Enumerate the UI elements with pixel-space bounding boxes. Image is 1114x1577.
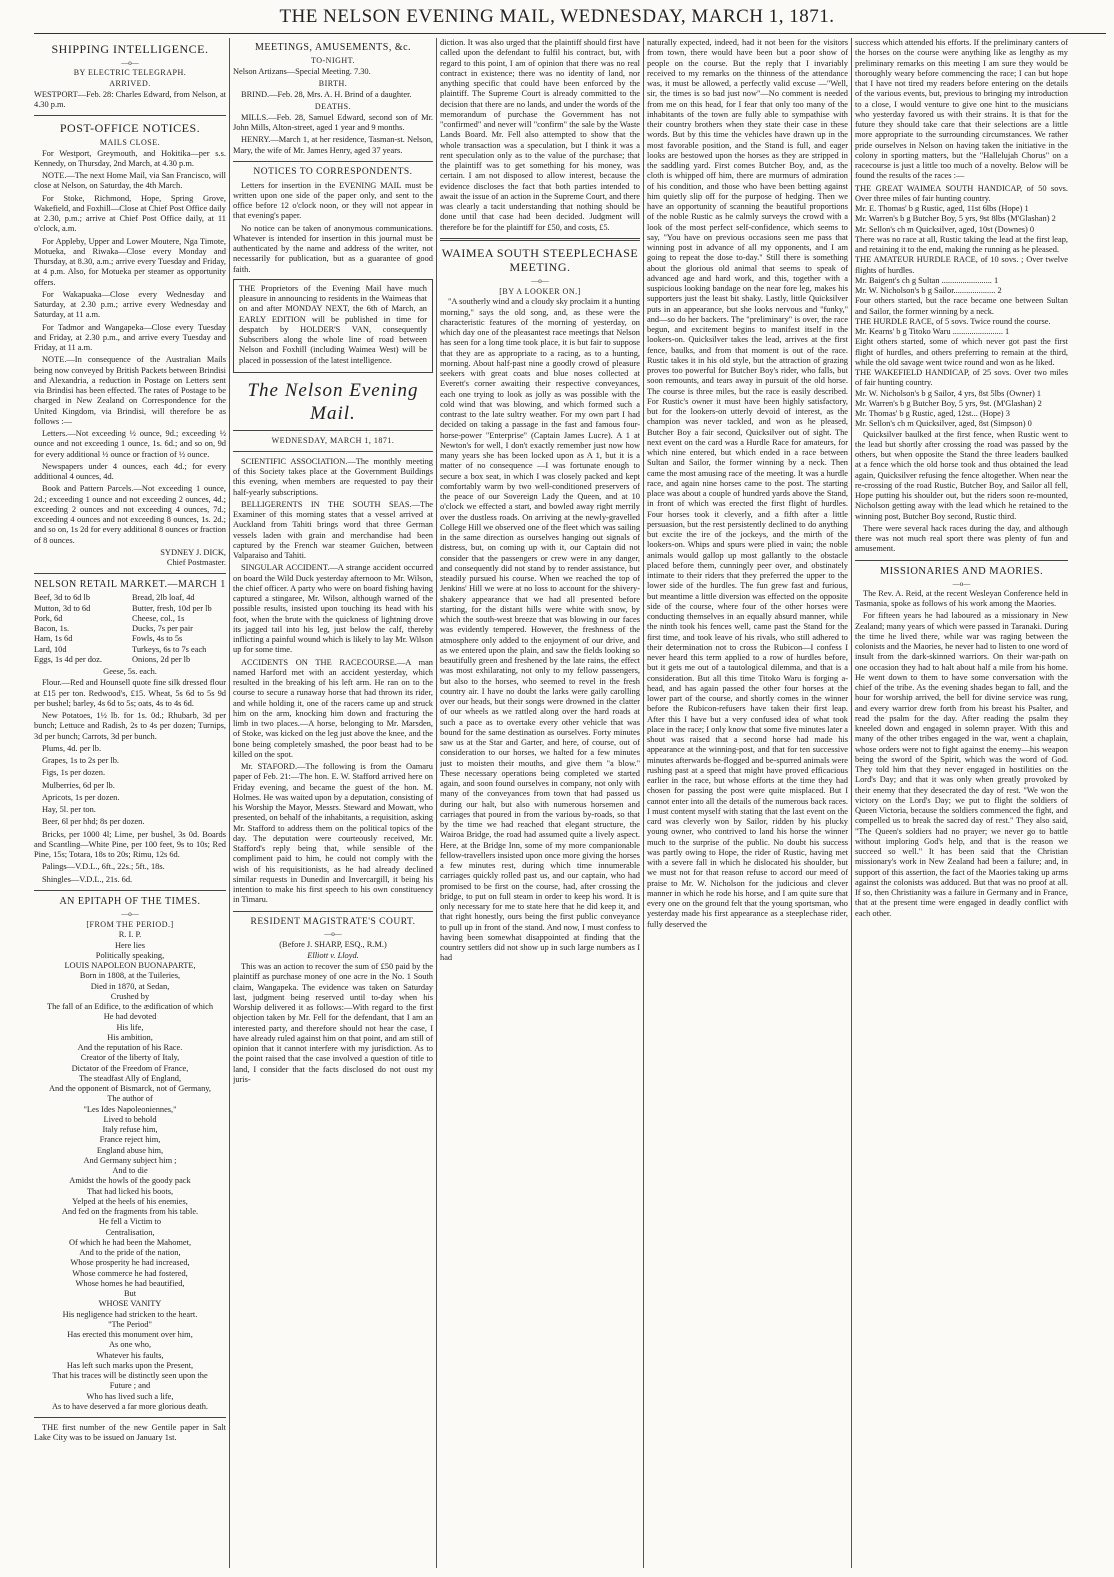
- market-note: Shingles—V.D.L., 21s. 6d.: [42, 874, 133, 884]
- news-paragraph: Mr. STAFORD.—The following is from the Oamaru paper of Feb. 21:—The hon. E. W. Stafford arrived here on Friday evening, and became the guest of the hon. M. Holmes. He was waited upon by a deputation, consisting of his Worship the Mayor, Messrs. Steward and Mowatt, who presented, on behalf of the inhabitants, a requisition, asking Mr. Stafford to address them on the political topics of the day. The deputation were courteously received, Mr. Stafford's reply being that, while sensible of the compliment paid to him, he could not comply with the wish of his requisitionists, as he had already declined similar requests in Dunedin and Invercargill, it being his intention to make his first speech to his own constituency in Timaru.: [233, 762, 433, 905]
- masthead: THE NELSON EVENING MAIL, WEDNESDAY, MARCH 1, 1871.: [279, 6, 835, 27]
- epitaph-line: His life,: [116, 1022, 144, 1032]
- arrival-text: WESTPORT—Feb. 28: Charles Edward, from Nelson, at 4.30 p.m.: [34, 89, 226, 109]
- epitaph-line: And the reputation of his Race.: [77, 1043, 183, 1053]
- missionaries-heading: MISSIONARIES AND MAORIES.: [879, 565, 1044, 577]
- rule: [440, 238, 640, 241]
- market-item: Beef, 3d to 6d lb: [34, 593, 91, 603]
- shipping-heading: SHIPPING INTELLIGENCE.: [51, 42, 209, 56]
- court-before: (Before J. SHARP, ESQ., R.M.): [279, 939, 387, 949]
- epitaph-line: But: [123, 1289, 137, 1299]
- epitaph-lines: [34, 930, 226, 1412]
- race-result-line: Mr. E. Thomas' b g Rustic, aged, 11st 6lbs (Hope) 1: [855, 204, 1029, 213]
- epitaph-line: As one who,: [108, 1340, 152, 1350]
- epitaph-line: Has erected this monument over him,: [67, 1330, 193, 1340]
- rule: [855, 560, 1068, 561]
- epitaph-line: LOUIS NAPOLEON BUONAPARTE,: [64, 961, 196, 971]
- race-summary: There were several hack races during the day, and although there was not much real sport there was plenty of fun and amusement.: [855, 523, 1068, 554]
- looker-on: [BY A LOOKER ON.]: [499, 286, 581, 296]
- market-item: Eggs, 1s 4d per doz.: [34, 654, 102, 664]
- epitaph-line: He had devoted: [103, 1012, 157, 1022]
- race-result-line: THE GREAT WAIMEA SOUTH HANDICAP, of 50 sovs. Over three miles of fair hunting country.: [855, 183, 1068, 203]
- mail-notice: For Westport, Greymouth, and Hokitika—per s.s. Kennedy, on Thursday, 2nd March, at 4.30 p.m.: [34, 148, 226, 168]
- court-heading: RESIDENT MAGISTRATE'S COURT.: [250, 916, 416, 927]
- race-result-line: There was no race at all, Rustic taking the lead at the first leap, and retaining it to the end, making the running as he pleased.: [855, 234, 1068, 254]
- letters-rate: Letters.—Not exceeding ½ ounce, 9d.; exceeding ½ ounce and not exceeding 1 ounce, 1s. 6d.; and so on, 9d for every additional ½ ounce or fraction of ½ ounce.: [34, 429, 226, 459]
- race-result-line: Eight others started, some of which never got past the first flight of hurdles, and others preferring to remain at the third, while the old savage went twice round and won as he liked.: [855, 337, 1068, 367]
- market-note: Hay, 5l. per ton.: [42, 805, 96, 815]
- market-item: Pork, 6d: [34, 613, 63, 623]
- death-notice: MILLS.—Feb. 28, Samuel Edward, second son of Mr. John Mills, Alton-street, aged 1 year and 9 months.: [233, 112, 433, 133]
- epitaph-line: France reject him,: [99, 1135, 161, 1145]
- dash-divider: —o—: [121, 58, 139, 67]
- rule: [233, 161, 433, 162]
- column-1: [34, 38, 226, 1568]
- postmaster-name: SYDNEY J. DICK,: [160, 547, 226, 557]
- telegraph-subhead: BY ELECTRIC TELEGRAPH.: [73, 68, 187, 78]
- mail-notice: For Wakapuaka—Close every Wednesday and Saturday, at 2.30 p.m.; arrive every Wednesday and Saturday, at 11 a.m.: [34, 289, 226, 320]
- column-divider: [851, 38, 852, 1568]
- dash-divider: —o—: [121, 910, 139, 919]
- race-result-line: Mr. Sellon's ch m Quicksilver, aged, 10st (Downes) 0: [855, 224, 1035, 234]
- race-result-line: Mr. Kearns' b g Titoko Waru ........................ 1: [855, 327, 1010, 336]
- epitaph-line: Italy refuse him,: [102, 1125, 158, 1135]
- epitaph-line: Amidst the howls of the goody pack: [69, 1176, 191, 1186]
- news-paragraph: SINGULAR ACCIDENT.—A strange accident occurred on board the Wild Duck yesterday afternoon to Mr. Wilson, the chief officer. A party who were on board fishing having captured a stingaree, Mr. Wilson, although warned of the possible results, insisted upon touching its head with his foot, when the brute with the quickness of lightning drove its jagged tail into his leg, just below the calf, thereby inflicting a painful wound which is likely to lay Mr. Wilson up for some time.: [233, 563, 433, 655]
- market-item: Bread, 2lb loaf, 4d: [132, 593, 195, 603]
- race-result-line: Mr. Thomas' b g Rustic, aged, 12st... (Hope) 3: [855, 409, 1010, 418]
- epitaph-line: "The Period": [108, 1319, 152, 1329]
- epitaph-line: Dictator of the Freedom of France,: [71, 1063, 189, 1073]
- notices-heading: NOTICES TO CORRESPONDENTS.: [253, 166, 413, 177]
- epitaph-line: England abuse him,: [96, 1145, 164, 1155]
- epitaph-line: Yelped at the heels of his enemies,: [72, 1196, 188, 1206]
- market-item: Butter, fresh, 10d per lb: [132, 603, 212, 613]
- epitaph-line: His negligence had stricken to the heart.: [62, 1309, 198, 1319]
- book-rate: Book and Pattern Parcels.—Not exceeding 1 ounce, 2d.; exceeding 1 ounce and not exceeding 2 ounces, 4d.; exceeding 2 ounces and not exceeding 4 ounces, 7d.; exceeding 4 ounces and not exceeding 8 ounces, 1s. 2d.; and so on, 1s 2d for every additional 8 ounces or fraction of 8 ounces.: [34, 484, 226, 545]
- market-item: Mutton, 3d to 6d: [34, 603, 91, 613]
- epitaph-line: Whose homes he had beautified,: [75, 1278, 185, 1288]
- market-note: Beer, 6l per hhd; 8s per dozen.: [42, 817, 145, 827]
- race-result-line: Mr. Warren's b g Butcher Boy, 5 yrs, 9st. (M'Glashan) 2: [855, 398, 1042, 408]
- market-note: Mulberries, 6d per lb.: [42, 780, 115, 790]
- epitaph-line: The fall of an Edifice, to the ædification of which: [46, 1002, 214, 1012]
- birth-notice: BRIND.—Feb. 28, Mrs. A. H. Brind of a daughter.: [241, 89, 412, 99]
- market-note: Bricks, per 1000 4l; Lime, per bushel, 3s 0d. Boards and Scantling—White Pine, per 100 feet, 9s to 10s; Red Pine, 15s; Totara, 18s to 20s; Rimu, 12s 6d.: [34, 829, 226, 860]
- market-item: Bacon, 1s.: [34, 624, 70, 634]
- market-item: Onions, 2d per lb: [132, 654, 191, 664]
- epitaph-line: And Germany subject him ;: [83, 1155, 177, 1165]
- epitaph-line: And fed on the fragments from his table.: [61, 1207, 199, 1217]
- race-results: [855, 184, 1068, 430]
- market-note: Figs, 1s per dozen.: [42, 768, 106, 778]
- market-note: Plums, 4d. per lb.: [42, 743, 102, 753]
- deaths-subhead: DEATHS.: [314, 102, 352, 112]
- market-note: Palings—V.D.L., 6ft., 22s.; 5ft., 18s.: [42, 862, 165, 872]
- market-item: Ducks, 7s per pair: [132, 624, 193, 634]
- masthead-rule: [34, 33, 1106, 34]
- mail-notice: For Tadmor and Wangapeka—Close every Tuesday and Friday, at 2.30 p.m., and arrive every Tuesday and Friday, at 11 a.m.: [34, 322, 226, 353]
- market-note: Grapes, 1s to 2s per lb.: [42, 756, 119, 766]
- epitaph-line: Died in 1870, at Sedan,: [90, 981, 170, 991]
- death-notice: HENRY.—March 1, at her residence, Tasman-st. Nelson, Mary, the wife of Mr. James Henry, aged 37 years.: [233, 135, 433, 155]
- column-divider: [436, 38, 437, 1568]
- epitaph-line: His ambition,: [107, 1032, 153, 1042]
- market-prices: [34, 593, 226, 665]
- market-note: Flour.—Red and Hounsell quote fine silk dressed flour at £15 per ton. Redwood's, £15. Wheat, 5s 6d to 5s 9d per bushel; barley, 4s 6d to 5s; oats, 4s to 4s 6d.: [34, 678, 226, 708]
- race-result-line: THE WAKEFIELD HANDICAP, of 25 sovs. Over two miles of fair hunting country.: [855, 368, 1068, 388]
- rule: [34, 1417, 226, 1418]
- dash-divider: —o—: [952, 580, 971, 589]
- market-item: Turkeys, 6s to 7s each: [132, 644, 207, 654]
- proprietors-notice-box: [233, 279, 433, 373]
- race-result-line: Mr. W. Nicholson's b g Sailor, 4 yrs, 8st 5lbs (Owner) 1: [855, 388, 1042, 398]
- gentile-paper-note: THE first number of the new Gentile paper in Salt Lake City was to be issued on January 1st.: [34, 1423, 226, 1443]
- missionaries-paragraph: The Rev. A. Reid, at the recent Wesleyan Conference held in Tasmania, spoke as follows of his work among the Maories.: [855, 588, 1068, 609]
- postmaster-title: Chief Postmaster.: [166, 558, 226, 568]
- epitaph-line: Whose commerce he had fostered,: [72, 1268, 188, 1278]
- market-item: Fowls, 4s to 5s: [132, 634, 183, 644]
- epitaph-line: That his traces will be distinctly seen upon the: [52, 1371, 208, 1381]
- meetings-heading: MEETINGS, AMUSEMENTS, &c.: [254, 42, 412, 53]
- epitaph-line: WHOSE VANITY: [98, 1299, 162, 1309]
- race-result-line: Mr. Warren's b g Butcher Boy, 5 yrs, 9st 8lbs (M'Glashan) 2: [855, 214, 1056, 224]
- rule: [34, 890, 226, 891]
- race-summary: Quicksilver baulked at the first fence, when Rustic went to the lead but shortly after crossing the road was passed by the others, but when opposite the Stand the three leaders baulked at a fence which the old horse took and thus obtained the lead again, Quicksilver refusing the fence altogether. When near the re-crossing of the road Rustic, Butcher Boy, and Sailor all fell, Hope putting his shoulder out, but the riders soon re-mounted, Nicholson getting away with the lead which he retained to the winning post, Butcher Boy second, Rustic third.: [855, 429, 1068, 521]
- tonight-subhead: TO-NIGHT.: [311, 56, 355, 66]
- epitaph-line: "Les Ides Napoleoniennes,": [83, 1104, 177, 1114]
- market-heading: NELSON RETAIL MARKET.—MARCH 1: [34, 579, 226, 591]
- epitaph-line: R. I. P.: [118, 930, 142, 940]
- epitaph-line: Whose prosperity he had increased,: [70, 1258, 190, 1268]
- proprietors-notice: THE Proprietors of the Evening Mail have much pleasure in announcing to residents in the Waimeas that on and after MONDAY NEXT, the 6th of March, an EARLY EDITION will be published in time for despatch by HOLDER'S VAN, consequently Subscribers along the whole line of road between Nelson and Foxhill (including Waimea West) will be placed in possession of the latest intelligence.: [239, 283, 427, 365]
- rule: [233, 911, 433, 912]
- mail-notice: For Appleby, Upper and Lower Moutere, Nga Timote, Motueka, and Riwaka—Close every Monday and Thursday, at 8.30, a.m.; arrive every Tuesday and Friday, at 4 p.m. Also, for Motueka per steamer as opportunity offers.: [34, 236, 226, 287]
- race-report-continued: naturally expected, indeed, had it not been for the visitors from town, there would have been but a poor show of people on the course. But the reply that I invariably received to my remarks on the thinness of the attendance was, it must be allowed, a perfectly valid excuse —"Well, sir, the times is so bad just now"—No comment is needed from me on this head, for I fear that only too many of the inhabitants of the town are fully able to sympathise with their country brothers when they state their case in these words. But by this time the vehicles have drawn up in the most favorable position, and the Stand is full, and eager looks are bestowed upon the horses as they are stripped in the saddling yard. First comes Butcher Boy, and, as the cloth is whipped off him, there are murmurs of admiration of his condition, and those who have been betting against him quietly slip off for the purpose of hedging. Then we have an opportunity of scanning the beautiful proportions of the noble Rustic as he calmly surveys the crowd with a look of the most perfect self-confidence, which seems to say, "You have on previous occasions seen me pass that winning post in advance of all my opponents, and I am going to repeat the dose to-day." Still there is something about the glorious old animal that seems to speak of advanced age and hard work, and this, together with a suspicious looking bandage on the near fore leg, makes his supporters just the least bit shaky. Lastly, little Quicksilver puts in an appearance, but she looks nervous and "funky," and—so do her backers. The "preliminary" is over, the race begun, and excitement begins to manifest itself in the lookers-on. Quicksilver takes the lead, arrives at the first fence, baulks, and from that moment is out of the race. Rustic takes it in his old style, but the attraction of grazing proves too powerful for Butcher Boy's rider, who falls, but soon remounts, and tears away in pursuit of the old horse. The course is three miles, but the race is easily described. For Rustic's owner it must have been highly satisfactory, but for the lookers-on utterly devoid of interest, as the champion was never tackled, and won as he pleased, Butcher Boy a fair second, Quicksilver out of sight. The next event on the card was a Hurdle Race for amateurs, for which nine entered, but which ended in a race between Sultan and Sailor, the former winning by a neck. Then came the most amusing race of the meeting. It was a hurdle race, and again nine horses came to the post. The starting place was about a couple of hundred yards above the Stand, in front of which was erected the first flight of hurdles. Four horses took it cleverly, and a fifth after a little persuasion, but the rest persistently declined to do anything but excite the ire of the jockeys, and the mirth of the lookers-on. Whips and spurs were plied in vain; the noble animals would gallop up most gallantly to the obstacle placed before them, cunningly peer over, and obstinately intimate to their riders that they preferred the upper to the lower side of the hurdles. The fun grew fast and furious, but meantime a little diversion was effected on the opposite side of the course, where four of the other horses were conducting themselves in an equally absurd manner, while the ninth took his fences well, came past the Stand for the first time, and took leave of his rivals, who still adhered to their determination not to cross the Rubicon—I confess I never heard this term applied to a row of hurdles before, but it gets me out of a tautological dilemma, and that is a consideration. But all this time Titoko Waru is forging a-head, and has again passed the other four horses at the lower part of the course, and shortly comes in the winner before the Rubicon-refusers have taken their first leap. After this I have but a very confused idea of what took place in the race; I only know that some five minutes later a shout was raised that a second horse had made his appearance at the winning-post, and that for ten successive minutes afterwards be-flogged and be-spurred animals were rushing past at a speed that might have proved efficacious earlier in the race, but whose efforts at the time they had chosen for passing the post were quite misplaced. But I cannot enter into all the details of the numerous back races. I must content myself with stating that the last event on the card was cleverly won by Sailor, ridden by his plucky young owner, who contrived to land his horse the winner much to the surprise of the public. No doubt his success was partly owing to Hope, the rider of Rustic, having met with a severe fall in which he dislocated his shoulder, but we must not for that reason refuse to accord our meed of praise to Mr. W. Nicholson for the judicious and clever manner in which he rode his horse, and I am quite sure that every one on the ground felt that the young sportsman, who yesterday made his first appearance as a steeplechase rider, fully deserved the: [647, 38, 848, 929]
- arrived-subhead: ARRIVED.: [109, 78, 151, 88]
- epitaph-line: The author of: [107, 1094, 153, 1104]
- missionaries-paragraph: For fifteen years he had laboured as a missionary in New Zealand; many years of which were passed in Taranaki. During the time he lived there, while war was raging between the colonists and the Maories, he never had to listen to one word of insult from the dark-skinned warriors. On their war-path on one occasion they had to halt about half a mile from his home. He went down to them to have some conversation with the chief of the tribe. As the evening shades began to fall, and the hour for worship arrived, the bell for divine service was rung, and every warrior drew forth from his breast his Psalter, and read the psalm for the day. After reading the psalm they kneeled down and engaged in solemn prayer. With this and many of the other tribes engaged in the war, went a chaplain, whose orders were not to fight against the enemy—his weapon being the sword of the Spirit, which was the word of God. They told him that they never engaged in hostilities on the Lord's Day; and that it was only when greatly provoked by their enemy that they desecrated the day of rest. "We won the victory on the Lord's Day; we put to flight the soldiers of Queen Victoria, because the soldiers commenced the fight, and compelled us to break the sacred day of rest." They also said, "The Queen's soldiers had no prayer; we never go to battle without imploring God's help, and that is the reason we succeed so well." It has been said that the Christian missionary's work in New Zealand had been a failure; and, in support of this assertion, the fact of the Maories taking up arms against the colonists was adduced. But that was no proof at all. If so, then Christianity was a failure in Germany and in France, that at the present time were engaged in deadly conflict with each other.: [855, 611, 1068, 918]
- market-note: Apricots, 1s per dozen.: [42, 792, 120, 802]
- epitaph-line: Centralisation,: [105, 1227, 155, 1237]
- epitaph-line: That had licked his boots,: [86, 1186, 174, 1196]
- market-note: New Potatoes, 1½ lb. for 1s. 0d.; Rhubarb, 3d per bunch; Lettuce and Radish, 2s to 4s per dozen; Turnips, 3d per bunch; Carrots, 3d per bunch.: [34, 711, 226, 741]
- case-text: This was an action to recover the sum of £50 paid by the plaintiff as purchase money of one acre in the No. 1 South claim, Wangapeka. The evidence was taken on Saturday last, judgment being reserved until to-day when his Worship delivered it as follows:—With regard to the first objection taken by Mr. Fell for the defendant, that I am an interested party, and therefore should not hear the case, I have already ruled against him on that point, and am still of opinion that it cannot interfere with my jurisdiction. As to the point raised that the case involved a question of title to land, I consider that the facts disclosed do not oust my juris-: [233, 962, 433, 1084]
- market-item: Cheese, col., 1s: [132, 613, 185, 623]
- tonight-item: Nelson Artizans—Special Meeting. 7.30.: [233, 66, 371, 76]
- race-result-line: Four others started, but the race became one between Sultan and Sailor, the former winning by a neck.: [855, 296, 1068, 316]
- news-paragraph: BELLIGERENTS IN THE SOUTH SEAS.—The Examiner of this morning states that a vessel arrived at Auckland from Tahiti brings word that three German vessels laden with grain and merchandise had been captured by the French war steamer Guichen, between Valparaiso and Tahiti.: [233, 499, 433, 561]
- epitaph-source: [FROM THE PERIOD.]: [86, 919, 174, 929]
- epitaph-line: Future ; and: [109, 1381, 151, 1391]
- epitaph-line: Whatever his faults,: [96, 1350, 164, 1360]
- epitaph-line: And to the pride of the nation,: [79, 1248, 181, 1258]
- race-result-line: THE AMATEUR HURDLE RACE, of 10 sovs. ; Over twelve flights of hurdles.: [855, 255, 1068, 275]
- epitaph-line: Creator of the liberty of Italy,: [80, 1053, 180, 1063]
- epitaph-line: Of which he had been the Mahomet,: [68, 1237, 192, 1247]
- epitaph-line: As to have deserved a far more glorious death.: [51, 1401, 209, 1411]
- epitaph-line: The steadfast Ally of England,: [78, 1073, 182, 1083]
- market-item: Lard, 10d: [34, 644, 67, 654]
- mail-notice: NOTE.—The next Home Mail, via San Francisco, will close at Nelson, on Saturday, the 4th March.: [34, 171, 226, 191]
- column-5: [855, 38, 1068, 1568]
- news-paragraph: ACCIDENTS ON THE RACECOURSE.—A man named Harford met with an accident yesterday, which resulted in the breaking of his left arm. He ran on to the course to secure a runaway horse that had thrown its rider, and while holding it, one of the racers came up and struck him on the arm, knocking him down and fracturing the limb in two places.—A horse, belonging to Mr. Marsden, of Stoke, was kicked on the leg just above the knee, and the bone being completely smashed, the poor beast had to be killed on the spot.: [233, 657, 433, 759]
- race-result-line: Mr. Baigent's ch g Sultan ........................ 1: [855, 275, 999, 285]
- epitaph-heading: AN EPITAPH OF THE TIMES.: [59, 895, 201, 907]
- epitaph-line: Has left such marks upon the Present,: [66, 1360, 194, 1370]
- rule: [34, 115, 226, 116]
- epitaph-line: Who has lived such a life,: [86, 1391, 174, 1401]
- race-result-line: THE HURDLE RACE, of 5 sovs. Twice round the course.: [855, 316, 1051, 326]
- rule: [233, 430, 433, 431]
- newspapers-rate: Newspapers under 4 ounces, each 4d.; for every additional 4 ounces, 4d.: [34, 461, 226, 482]
- race-report-conclusion: success which attended his efforts. If the preliminary canters of the horses on the course were anything like as lengthy as my preliminary remarks on this meeting I am sure they would be thoroughly weary before commencing the race; I can but hope that I have not tired my readers before entering on the details of the various events, but, previous to bringing my introduction to a close, I would venture to give one hint to the musicians who yesterday favored us with their strains. It is that for the future they should take care that their selections are a little more appropriate to the surrounding circumstances. We rather pride ourselves in Nelson on having taken the initiative in the colony in sporting matters, but the "Hallelujah Chorus" on a racecourse is just a little too much of a novelty. Below will be found the results of the races :—: [855, 38, 1068, 181]
- epitaph-line: And the opponent of Bismarck, not of Germany,: [48, 1084, 212, 1094]
- column-2: [233, 38, 433, 1568]
- birth-subhead: BIRTH.: [318, 79, 348, 89]
- epitaph-line: Crushed by: [110, 991, 150, 1001]
- epitaph-line: He fell a Victim to: [98, 1217, 162, 1227]
- epitaph-line: Lived to behold: [103, 1114, 157, 1124]
- race-result-line: Mr. W. Nicholson's b g Sailor.................... 2: [855, 286, 1002, 295]
- post-office-heading: POST-OFFICE NOTICES.: [59, 121, 201, 136]
- dash-divider: —o—: [531, 277, 549, 285]
- court-continued: diction. It was also urged that the plaintiff should first have called upon the defendant to fulfil his contract, but, with regard to this point, I am of opinion that there was no real contract in existence; there was no identity of land, nor anything specific that could have been enforced by the plaintiff. The Supreme Court is already committed to the decision that there are no lands, and under the words of the memorandum of purchase the Government has not "confirmed" and never will "confirm" the sale by the Waste Lands Board. Mr. Fell also attempted to show that the whole transaction was a speculation, but I think it was a rent speculation only as to the value of the purchase; that the plaintiff was to get something for his money, was certain. I am not disposed to allow interest, because the evidence discloses the fact that both parties intended to await the issue of an action in the Supreme Court, and there was clearly a tacit understanding that nothing should be done until that case had been decided. Judgment will therefore be for the plaintiff for £50, and costs, £5.: [440, 38, 640, 232]
- column-divider: [229, 38, 230, 1568]
- rule: [34, 573, 226, 574]
- mail-notice: For Stoke, Richmond, Hope, Spring Grove, Wakefield, and Foxhill—Close at Chief Post Office daily at 2.30, p.m.; arrive at Chief Post Office daily, at 11 o'clock, a.m.: [34, 193, 226, 234]
- steeplechase-heading: WAIMEA SOUTH STEEPLECHASE MEETING.: [441, 245, 639, 275]
- epitaph-line: Politically speaking,: [95, 950, 165, 960]
- market-item: Ham, 1s 6d: [34, 634, 73, 644]
- column-4: [647, 38, 848, 1568]
- race-report: "A southerly wind and a cloudy sky proclaim it a hunting morning," says the old song, and, as these were the characteristic features of the morning of yesterday, on which day one of the pleasantest race meetings that Nelson has seen for a long time took place, it is but fair to suppose that they are as appropriate to a racing, as to a hunting, morning. About half-past nine a goodly crowd of pleasure seekers with great coats and blue noses collected at Everett's corner awaiting their respective conveyances, each one trying to look as jolly as was possible with the cold wind that was blowing, and which formed such a contrast to the late sultry weather. For my own part I had decided on taking a passage in the fast and famous four-horse-power "Enterprise" (Captain James Lucre). A 1 at Newton's for well, I don't exactly remember just now how many years she has been locked upon as A 1, but it is a matter of no consequence —I was fortunate enough to secure a box seat, in which I was closely packed and kept comfortably warm by two well-conditioned preservers of the peace of our Sovereign Lady the Queen, and at 10 o'clock we effected a start, and bowled away right merrily over the dustless roads. On arriving at the newly-gravelled College Hill we observed one of the fleet which was sailing in the same direction as ourselves hanging out signals of distress, but, on coming up with it, our Captain did not consider that the passengers or crew were in any danger, and consequently did not stand by to render assistance, but steadily pursued his course. When we reached the top of Jenkins' Hill we were at no loss to account for the shivery-shakery appearance that we had all presented before starting, for the distant hills were white with snow, by which the south-west breeze that was blowing in our faces was evidently tempered. However, the freshness of the atmosphere only added to the enjoyment of our drive, and as we entered upon the plain, and saw the fields looking so beautifully green and freshened by the late rains, the effect was most exhilarating, not only to my fellow passengers, but also to the horses, who seemed to revel in the fresh country air. I have no doubt the larks were gaily carolling over our heads, but their songs were drowned in the clatter of our wheels as we rattled along over the hard roads at such a pace as to overtake every other vehicle that was bound for the same destination as ourselves. Forty minutes saw us at the Star and Garter, and here, of course, out of consideration to our horses, we halted for a few minutes just to moisten their mouths, and give them "a blow." These necessary operations being completed we started again, and soon found ourselves in company, not only with many of the conveyances from town that had passed us during our halt, but also with numerous horsemen and carriages that poured in from the various by-roads, so that by the time we had reached that elegant structure, the Wairoa Bridge, the road had assumed quite a lively aspect. Here, at the Bridge Inn, some of my more companionable fellow-travellers insisted upon once more giving the horses a few minutes rest, during which time innumerable carriages quickly rolled past us, and our captain, who had promised to be first on the course, had, after crossing the bridge, to put on full steam in order to keep his word. It is only necessary for me to state here that he did keep it, and that right honestly, ours being the first public conveyance to pull up in front of the stand. And now, I must confess to having been somewhat disappointed at finding that the country settlers did not show up in such large numbers as I had: [440, 297, 640, 963]
- notice-text: No notice can be taken of anonymous communications. Whatever is intended for insertion in this journal must be authenticated by the name and address of the writer, not necessarily for publication, but as a guarantee of good faith.: [233, 223, 433, 274]
- mails-close-subhead: MAILS CLOSE.: [99, 137, 161, 147]
- dash-divider: —o—: [324, 930, 342, 939]
- market-geese: Geese, 5s. each.: [103, 667, 157, 677]
- case-title: Elliott v. Lloyd.: [307, 950, 359, 960]
- issue-date: WEDNESDAY, MARCH 1, 1871.: [271, 436, 395, 446]
- notice-text: Letters for insertion in the EVENING MAIL must be written upon one side of the paper only, and sent to the office before 12 o'clock noon, or they will not appear in that evening's paper.: [233, 180, 433, 221]
- race-result-line: Mr. Sellon's ch m Quicksilver, aged, 8st (Simpson) 0: [855, 419, 1032, 429]
- news-paragraph: SCIENTIFIC ASSOCIATION.—The monthly meeting of this Society takes place at the Government Buildings this evening, when members are requested to pay their half-yearly subscriptions.: [233, 456, 433, 497]
- rule: [233, 451, 433, 452]
- epitaph-line: Here lies: [115, 940, 145, 950]
- column-divider: [643, 38, 644, 1568]
- column-3: [440, 38, 640, 1568]
- postage-note: NOTE.—In consequence of the Australian Mails being now conveyed by British Packets between Brindisi and Alexandria, a reduction in Postage on Letters sent via Brindisi has been effected. The rates of Postage to be charged in New Zealand on Correspondence for the United Kingdom, via Brindisi, will therefore be as follows :—: [34, 355, 226, 426]
- paper-nameplate: The Nelson Evening Mail.: [247, 379, 419, 424]
- epitaph-line: Born in 1808, at the Tuileries,: [79, 971, 181, 981]
- epitaph-line: And to die: [112, 1166, 148, 1176]
